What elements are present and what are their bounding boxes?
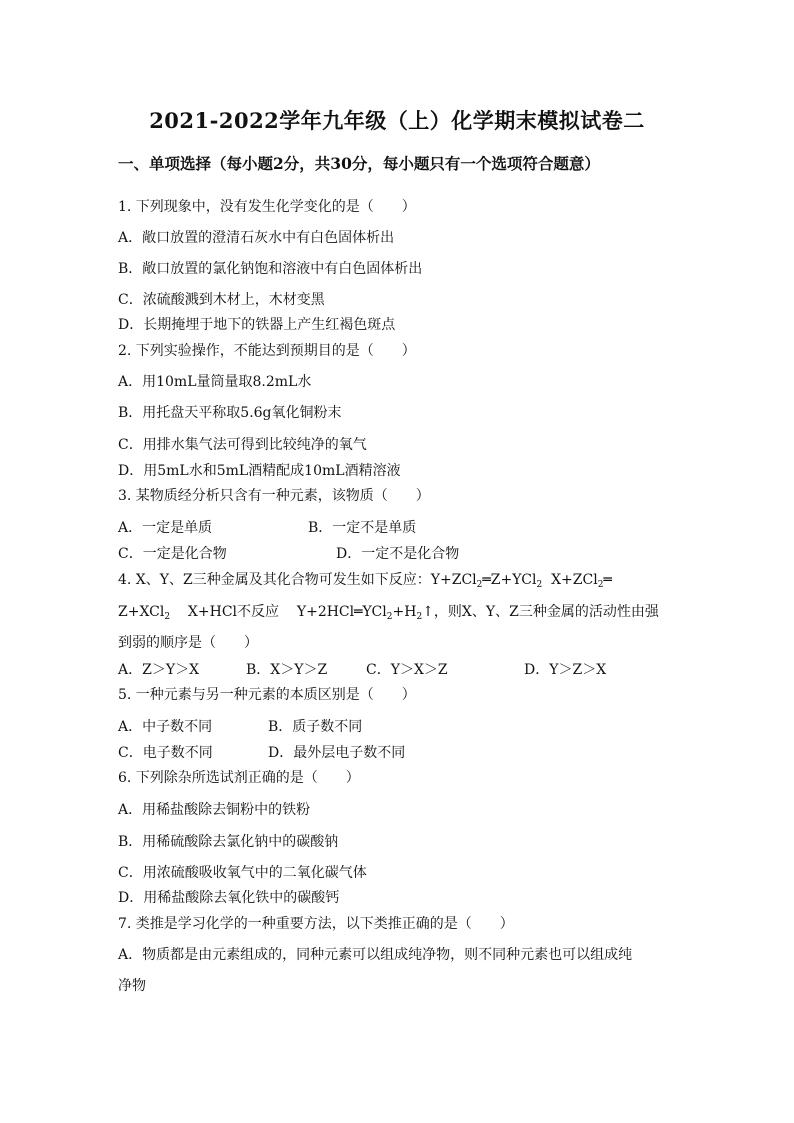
question-4-stem-line3: 到弱的顺序是（ ）	[118, 635, 258, 651]
question-1-stem: 1. 下列现象中，没有发生化学变化的是（ ）	[118, 199, 416, 215]
question-4-option-a: A．Z＞Y＞X	[118, 662, 200, 678]
question-2-option-c: C．用排水集气法可得到比较纯净的氧气	[118, 437, 367, 453]
question-6-option-d: D．用稀盐酸除去氧化铁中的碳酸钙	[118, 890, 340, 906]
question-4-option-b: B．X＞Y＞Z	[246, 662, 328, 678]
question-6-option-a: A．用稀盐酸除去铜粉中的铁粉	[118, 802, 311, 818]
question-7-stem: 7. 类推是学习化学的一种重要方法，以下类推正确的是（ ）	[118, 916, 514, 932]
q4-reaction-2-cont: Z+XCl$_2$	[118, 604, 171, 622]
question-1-option-a: A．敞口放置的澄清石灰水中有白色固体析出	[118, 230, 395, 246]
question-2-option-d: D．用5mL水和5mL酒精配成10mL酒精溶液	[118, 463, 401, 479]
question-5-option-b: B．质子数不同	[268, 719, 363, 735]
section-heading: 一、单项选择（每小题2分，共30分，每小题只有一个选项符合题意）	[118, 154, 600, 173]
question-7-option-a-line2: 净物	[118, 978, 146, 994]
question-4-option-d: D．Y＞Z＞X	[524, 662, 607, 678]
question-5-option-a: A．中子数不同	[118, 719, 213, 735]
question-6-option-b: B．用稀硫酸除去氯化钠中的碳酸钠	[118, 834, 339, 850]
question-5-option-c: C．电子数不同	[118, 745, 213, 761]
question-1-option-b: B．敞口放置的氯化钠饱和溶液中有白色固体析出	[118, 261, 423, 277]
question-3-option-c: C．一定是化合物	[118, 546, 227, 562]
question-2-option-b: B．用托盘天平称取5.6g氧化铜粉末	[118, 405, 342, 421]
question-6-stem: 6. 下列除杂所选试剂正确的是（ ）	[118, 770, 360, 786]
page-title: 2021-2022学年九年级（上）化学期末模拟试卷二	[149, 108, 645, 133]
question-1-option-c: C．浓硫酸溅到木材上，木材变黑	[118, 292, 325, 308]
question-5-stem: 5. 一种元素与另一种元素的本质区别是（ ）	[118, 687, 416, 703]
q4-intro: 4. X、Y、Z三种金属及其化合物可发生如下反应：	[118, 572, 431, 588]
question-1-option-d: D．长期掩埋于地下的铁器上产生红褐色斑点	[118, 317, 396, 333]
question-6-option-c: C．用浓硫酸吸收氧气中的二氧化碳气体	[118, 865, 367, 881]
q4-reaction-2: X+ZCl$_2$═	[551, 572, 612, 590]
question-2-stem: 2. 下列实验操作，不能达到预期目的是（ ）	[118, 343, 416, 359]
question-3-stem: 3. 某物质经分析只含有一种元素，该物质（ ）	[118, 488, 430, 504]
question-3-option-d: D．一定不是化合物	[336, 546, 460, 562]
question-3-option-a: A．一定是单质	[118, 520, 213, 536]
question-4-option-c: C．Y＞X＞Z	[366, 662, 448, 678]
q4-reaction-4: $Y+2HCl═YCl_2+H_2↑$，则X、Y、Z三种金属的活动性由强	[296, 604, 659, 622]
question-2-option-a: A．用10mL量筒量取8.2mL水	[118, 374, 312, 390]
question-7-option-a-line1: A．物质都是由元素组成的，同种元素可以组成纯净物，则不同种元素也可以组成纯	[118, 947, 633, 963]
q4-reaction-1: Y+ZCl$_2$═Z+YCl$_2$	[430, 572, 543, 590]
question-3-option-b: B．一定不是单质	[308, 520, 417, 536]
q4-reaction-3: X+HCl不反应	[187, 604, 280, 620]
question-5-option-d: D．最外层电子数不同	[268, 745, 406, 761]
question-4-stem-line1	[118, 571, 612, 594]
question-4-stem-line2	[118, 603, 659, 626]
